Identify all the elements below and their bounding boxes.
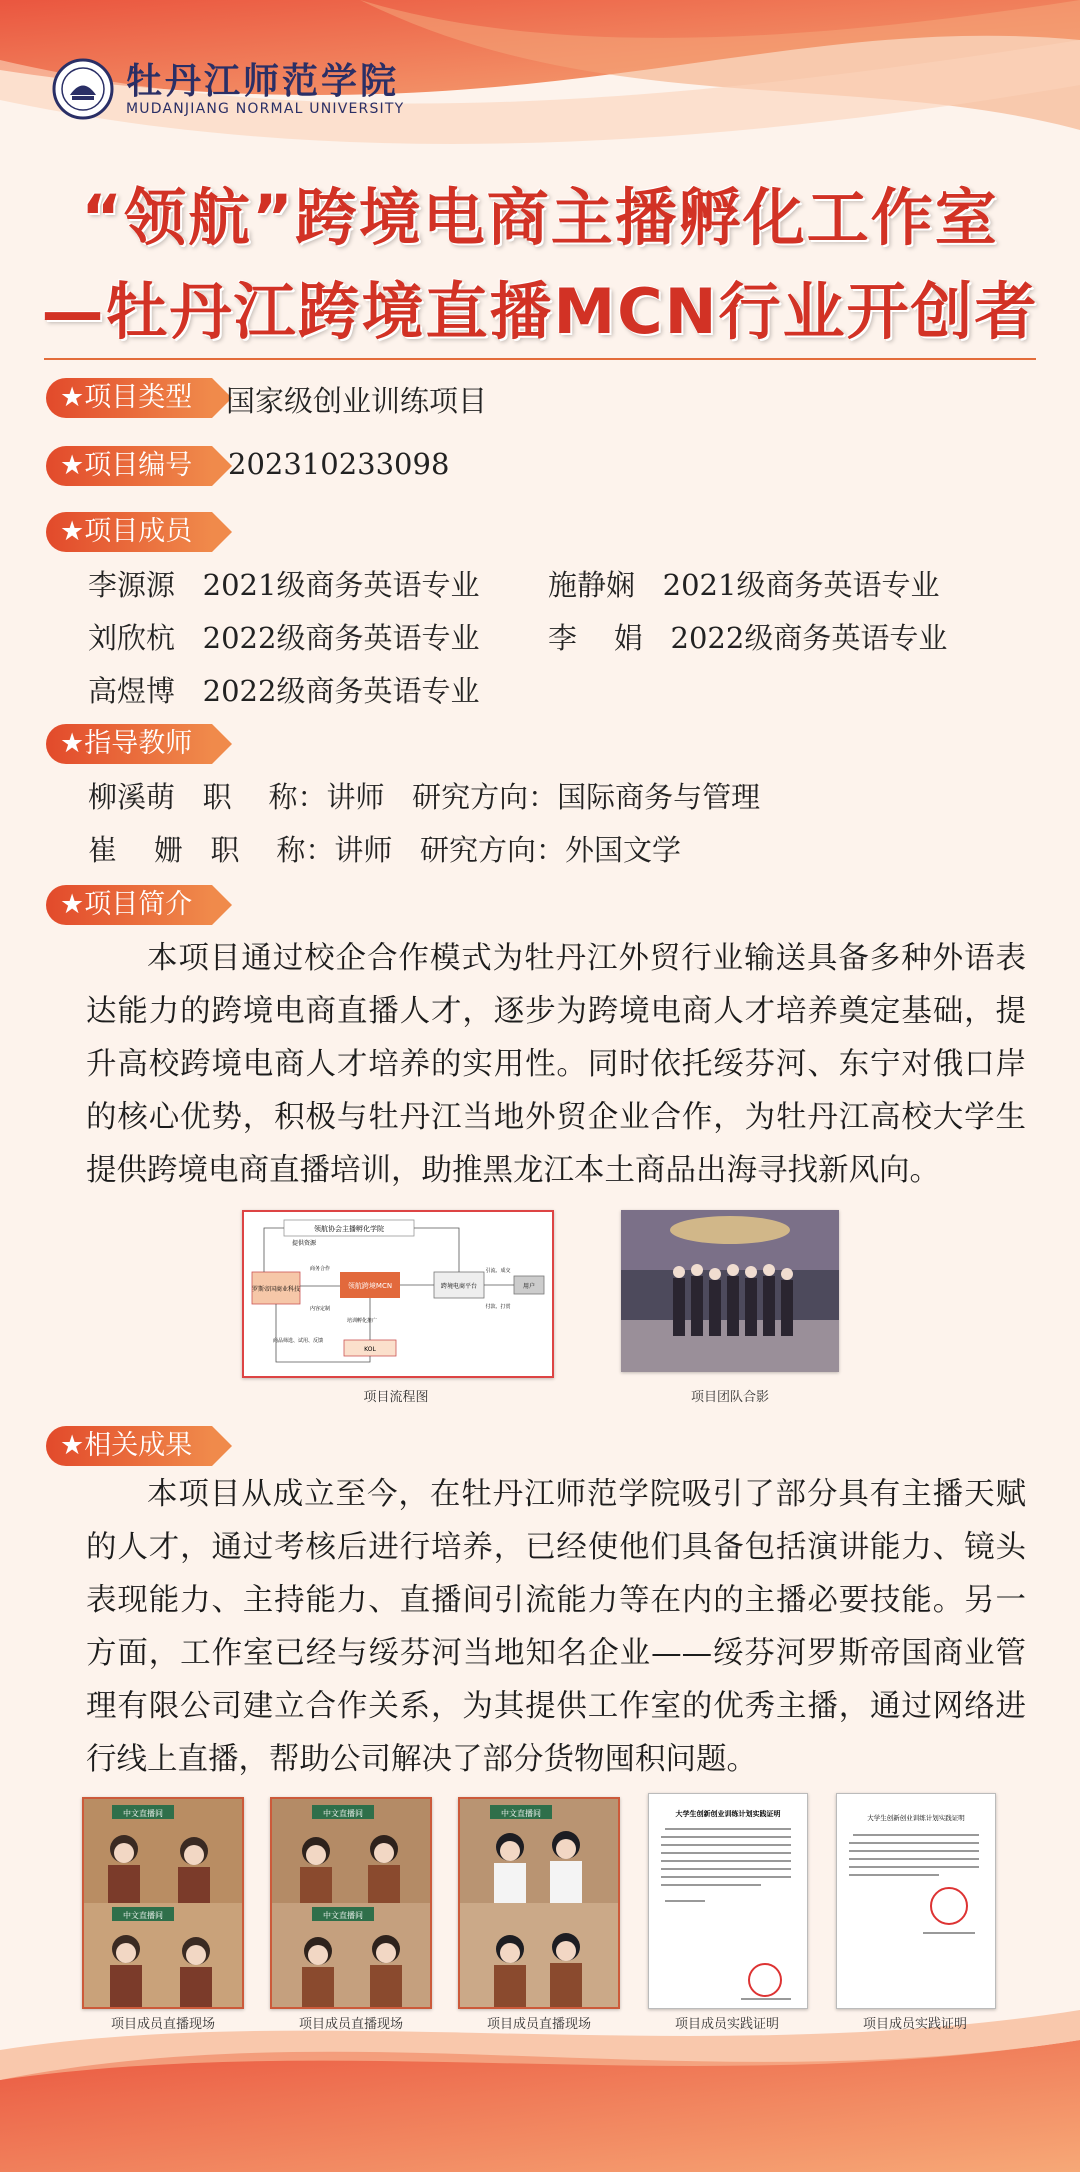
flow-box-label: 跨境电商平台: [440, 1283, 478, 1290]
flow-label: 引流、成交: [485, 1268, 511, 1274]
project-number-value: 202310233098: [228, 447, 450, 481]
flow-box-label: 领航协会主播孵化学院: [314, 1225, 384, 1233]
flow-box-label: 罗斯帝国商业科技: [251, 1286, 301, 1293]
member-row: 李源源 2021级商务英语专业: [88, 568, 480, 602]
project-type-tag: ★项目类型: [46, 378, 212, 418]
certificate-caption: 项目成员实践证明: [862, 2017, 967, 2032]
live-sign-text: 中文直播间: [323, 1911, 363, 1920]
university-name-cn: 牡丹江师范学院: [126, 60, 400, 102]
team-photo: [621, 1210, 839, 1372]
live-stream-photo: [82, 1797, 244, 2009]
certificate-title: 大学生创新创业训练计划实践证明: [867, 1814, 965, 1822]
advisors-tag: ★指导教师: [46, 724, 212, 764]
live-photo-caption: 项目成员直播现场: [298, 2017, 403, 2032]
university-logo-icon: [52, 58, 114, 120]
live-stream-photo: [270, 1797, 432, 2009]
university-name-en: MUDANJIANG NORMAL UNIVERSITY: [126, 101, 405, 117]
member-row: 高煜博 2022级商务英语专业: [88, 674, 480, 708]
live-sign-text: 中文直播间: [501, 1809, 541, 1818]
flow-label: 提供资源: [291, 1240, 317, 1247]
certificate-caption: 项目成员实践证明: [674, 2017, 779, 2032]
live-photo-caption: 项目成员直播现场: [110, 2017, 215, 2032]
project-number-tag: ★项目编号: [46, 446, 212, 486]
title-divider: [44, 358, 1036, 360]
university-header: [52, 58, 404, 120]
team-photo-caption: 项目团队合影: [690, 1390, 769, 1405]
member-row: 刘欣杭 2022级商务英语专业: [88, 621, 480, 655]
project-type-value: 国家级创业训练项目: [226, 384, 488, 418]
live-stream-photo: [458, 1797, 620, 2009]
flow-label: 内容定制: [309, 1306, 331, 1312]
flow-label: 商品筛选、试用、反馈: [272, 1338, 324, 1344]
flow-box-label: 用户: [522, 1283, 536, 1290]
project-flow-diagram: [242, 1210, 554, 1378]
certificate-title: 大学生创新创业训练计划实践证明: [675, 1810, 781, 1818]
flow-box-label: 领航跨境MCN: [347, 1282, 393, 1290]
member-row: 施静娴 2021级商务英语专业: [548, 568, 940, 602]
results-tag: ★相关成果: [46, 1426, 212, 1466]
poster-title-line2: —牡丹江跨境直播MCN行业开创者: [41, 275, 1039, 348]
live-sign-text: 中文直播间: [123, 1809, 163, 1818]
flow-box-label: KOL: [364, 1346, 376, 1353]
live-photo-caption: 项目成员直播现场: [486, 2017, 591, 2032]
advisor-row: 柳溪萌 职 称：讲师 研究方向：国际商务与管理: [88, 780, 761, 814]
results-text: 本项目从成立至今，在牡丹江师范学院吸引了部分具有主播天赋的人才，通过考核后进行培养，已经使他们具备包括演讲能力、镜头表现能力、主持能力、直播间引流能力等在内的主播必要技能。另一方面，工作室已经与绥芬河当地知名企业——绥芬河罗斯帝国商业管理有限公司建立合作关系，为其提供工作室的优秀主播，通过网络进行线上直播，帮助公司解决了部分货物囤积问题。: [86, 1477, 1026, 1777]
advisor-row: 崔 姗 职 称：讲师 研究方向：外国文学: [88, 833, 682, 867]
project-members-tag: ★项目成员: [46, 512, 212, 552]
flow-diagram-caption: 项目流程图: [363, 1390, 429, 1405]
flow-label: 培训孵化推广: [346, 1318, 378, 1324]
project-intro-text: 本项目通过校企合作模式为牡丹江外贸行业输送具备多种外语表达能力的跨境电商直播人才，逐步为跨境电商人才培养奠定基础，提升高校跨境电商人才培养的实用性。同时依托绥芬河、东宁对俄口岸的核心优势，积极与牡丹江当地外贸企业合作，为牡丹江高校大学生提供跨境电商直播培训，助推黑龙江本土商品出海寻找新风向。: [86, 941, 1026, 1188]
live-sign-text: 中文直播间: [323, 1809, 363, 1818]
practice-certificate: [648, 1793, 808, 2009]
member-row: 李 娟 2022级商务英语专业: [548, 621, 948, 655]
flow-label: 付款、打赏: [485, 1304, 511, 1310]
poster-title-line1: “领航”跨境电商主播孵化工作室: [81, 181, 999, 254]
live-sign-text: 中文直播间: [123, 1911, 163, 1920]
practice-certificate: [836, 1793, 996, 2009]
project-intro-tag: ★项目简介: [46, 885, 212, 925]
flow-label: 商务合作: [309, 1266, 331, 1272]
